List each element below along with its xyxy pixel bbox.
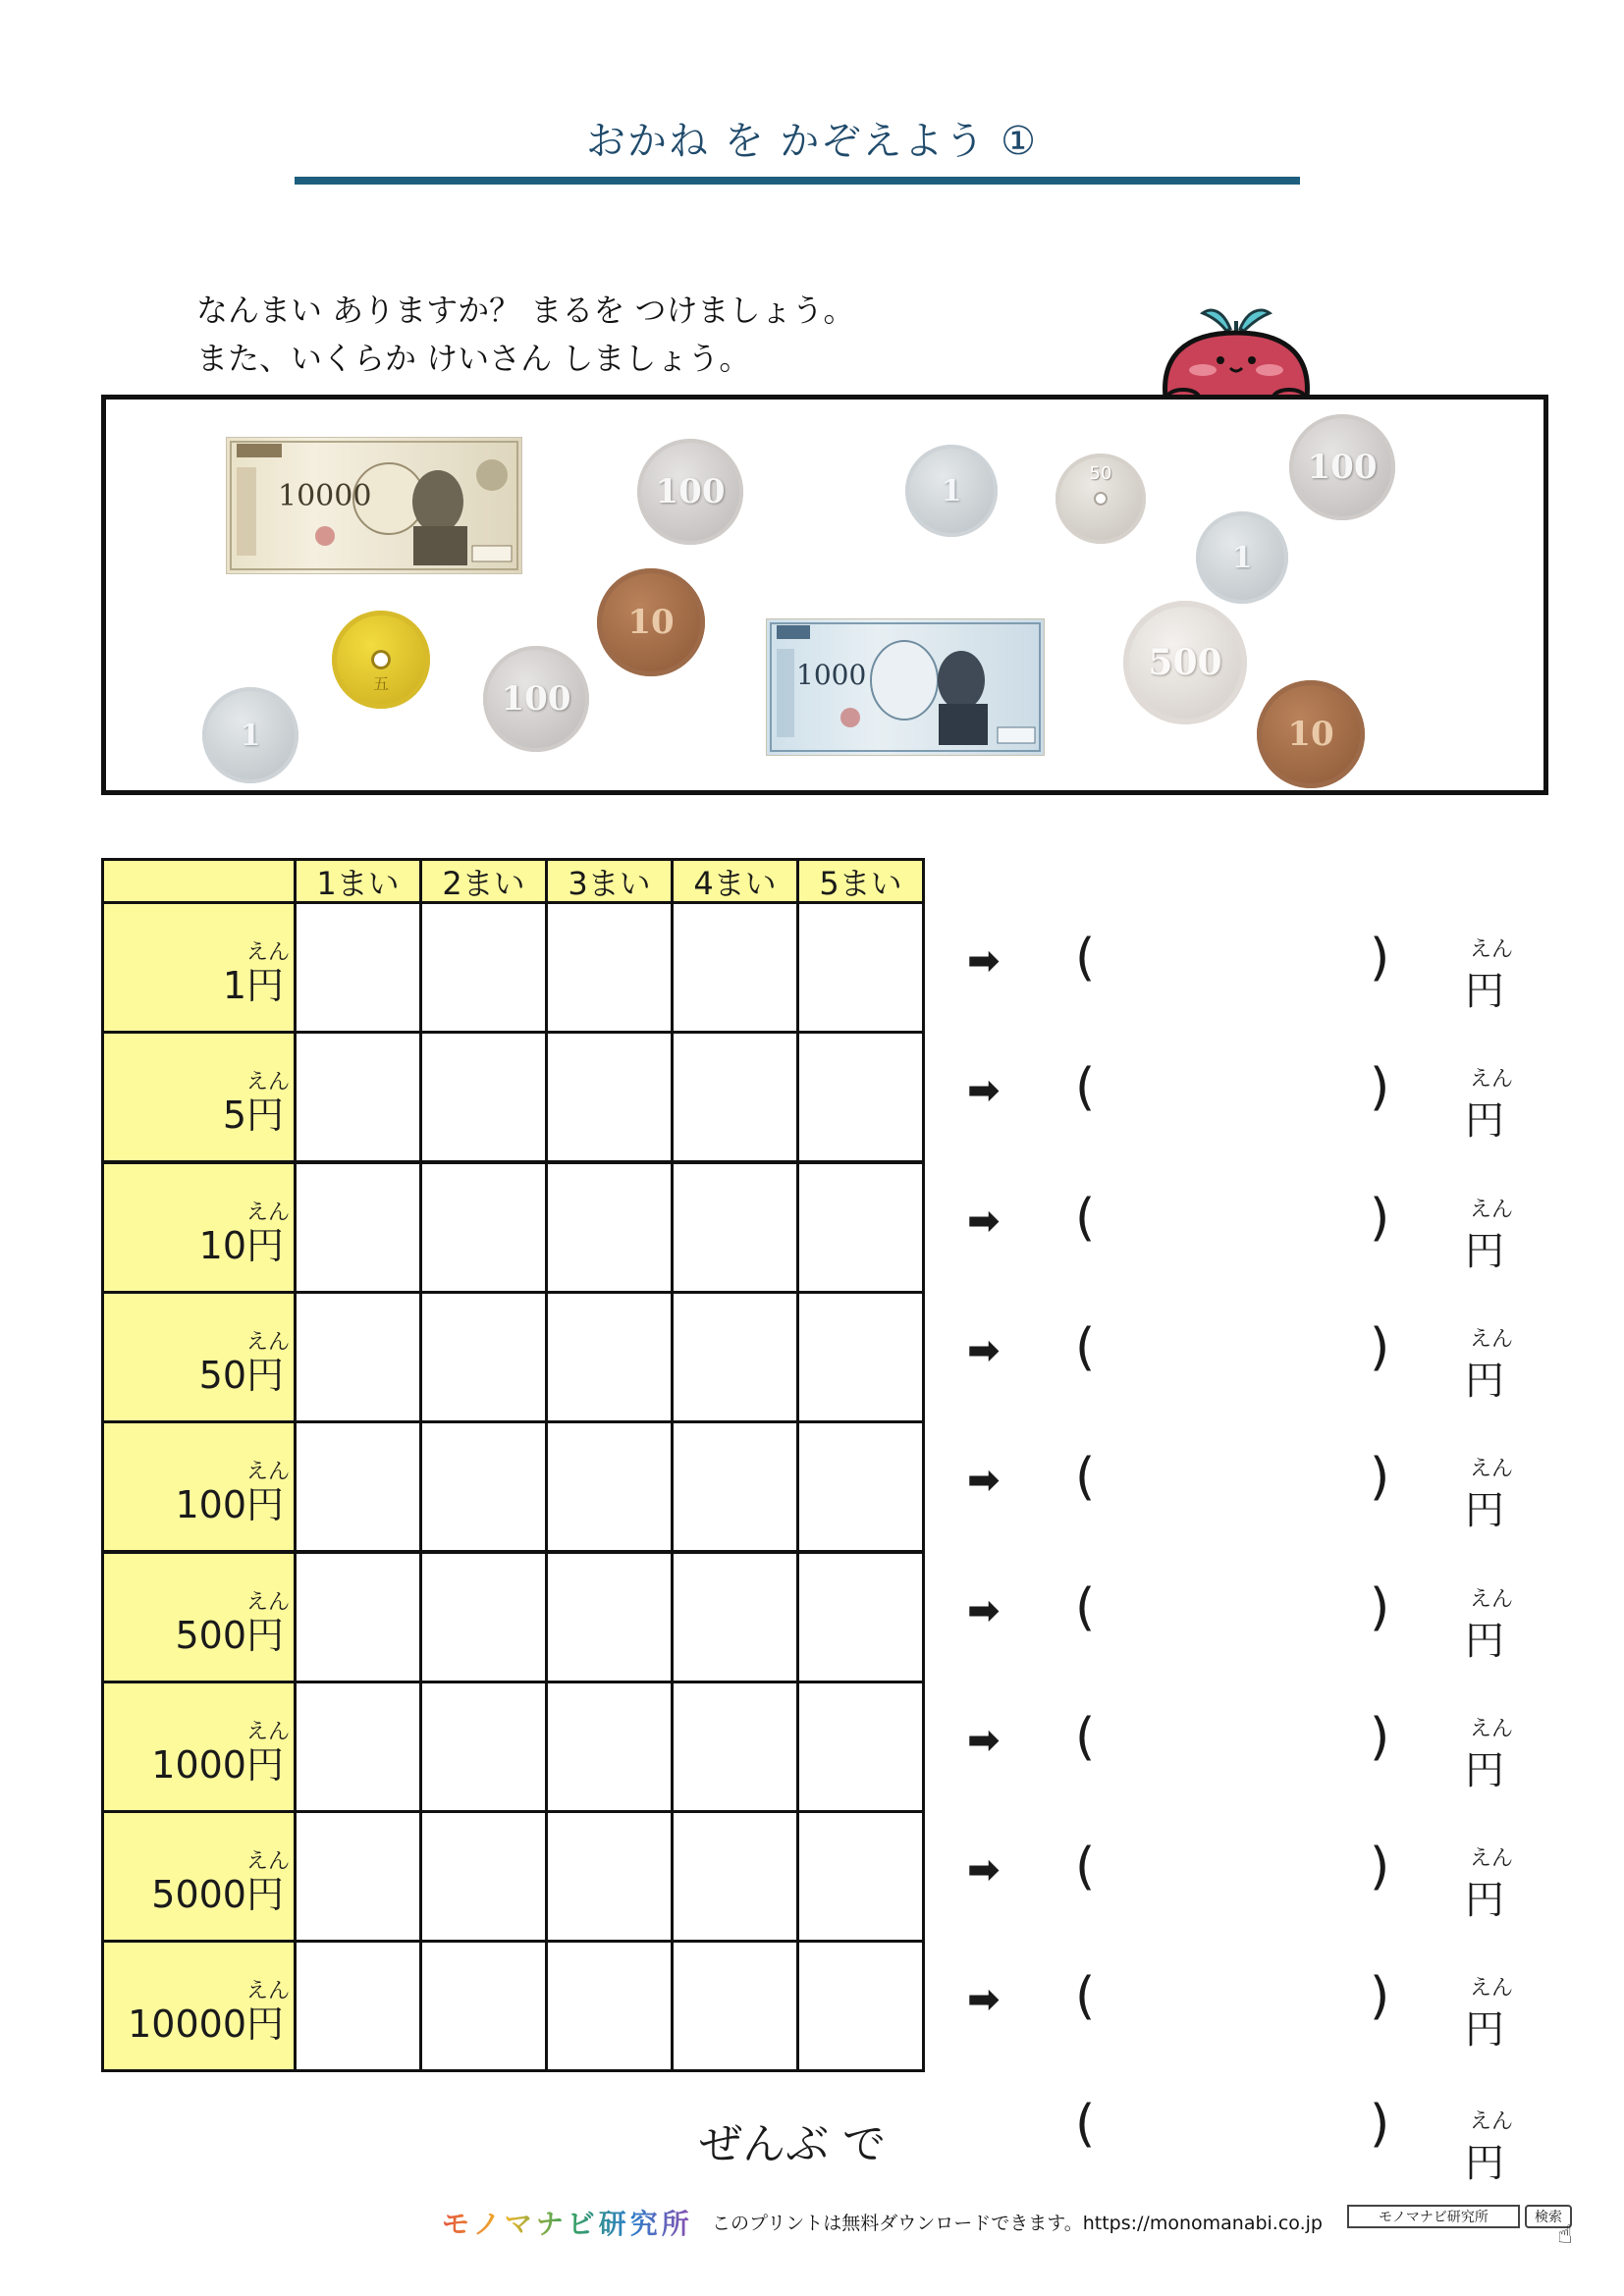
arrow-icon: ➡ (967, 1588, 1001, 1633)
5-yen-coin-icon (332, 611, 430, 709)
answer-close-paren: ) (1370, 1838, 1390, 1896)
cursor-icon: ☝ (1557, 2220, 1573, 2250)
count-cell[interactable] (294, 1810, 422, 1943)
row-label-ruby: えん (245, 1201, 290, 1225)
count-cell[interactable] (671, 1681, 799, 1813)
row-label-amount: 1円 (222, 964, 284, 1007)
count-cell[interactable] (545, 1940, 674, 2072)
coin-hole (1094, 492, 1108, 506)
answer-open-paren: ( (1075, 1967, 1096, 2026)
answer-unit: 円 (1465, 1488, 1504, 1533)
arrow-icon: ➡ (967, 1718, 1001, 1763)
count-cell[interactable] (294, 1420, 422, 1553)
total-unit-ruby: えん (1470, 2109, 1514, 2134)
apple-mascot-icon (1154, 299, 1321, 406)
count-cell[interactable] (671, 1551, 799, 1683)
answer-unit-ruby: えん (1470, 937, 1514, 962)
count-cell[interactable] (419, 1681, 548, 1813)
row-label-amount: 50円 (198, 1354, 284, 1397)
arrow-icon: ➡ (967, 1199, 1001, 1244)
1-yen-coin-icon: 1 (202, 687, 298, 783)
answer-unit-ruby: えん (1470, 1587, 1514, 1612)
row-label-ruby: えん (245, 1979, 290, 2003)
count-cell[interactable] (294, 1551, 422, 1683)
count-cell[interactable] (294, 1940, 422, 2072)
footer-notice: このプリントは無料ダウンロードできます。https://monomanabi.co.jp (712, 2213, 1323, 2234)
count-cell[interactable] (671, 901, 799, 1034)
100-yen-coin-icon: 100 (483, 646, 589, 752)
logo-text: モノマナビ研究所 (442, 2208, 693, 2240)
count-cell[interactable] (545, 1681, 674, 1813)
total-label: ぜんぶ で (699, 2119, 886, 2169)
answer-open-paren: ( (1075, 1448, 1096, 1507)
count-cell[interactable] (419, 1161, 548, 1294)
row-label (101, 1940, 297, 2072)
answer-unit: 円 (1465, 969, 1504, 1014)
count-cell[interactable] (796, 1940, 925, 2072)
row-label (101, 1291, 297, 1423)
count-cell[interactable] (294, 1291, 422, 1423)
1-yen-coin-icon: 1 (905, 445, 998, 537)
500-yen-coin-icon: 500 (1123, 601, 1247, 724)
arrow-icon: ➡ (967, 1977, 1001, 2022)
count-cell[interactable] (671, 1940, 799, 2072)
count-cell[interactable] (796, 1810, 925, 1943)
count-cell[interactable] (796, 901, 925, 1034)
row-label (101, 1810, 297, 1943)
count-cell[interactable] (294, 1031, 422, 1163)
answer-close-paren: ) (1370, 1448, 1390, 1507)
count-cell[interactable] (796, 1161, 925, 1294)
count-cell[interactable] (545, 1420, 674, 1553)
answer-open-paren: ( (1075, 1058, 1096, 1117)
answer-unit: 円 (1465, 1229, 1504, 1274)
count-cell[interactable] (796, 1681, 925, 1813)
answer-close-paren: ) (1370, 1189, 1390, 1248)
total-open-paren: ( (1075, 2095, 1096, 2154)
count-cell[interactable] (419, 901, 548, 1034)
row-label-ruby: えん (245, 1070, 290, 1095)
count-cell[interactable] (796, 1031, 925, 1163)
1000-yen-bill-icon (766, 618, 1045, 756)
10-yen-coin-icon: 10 (597, 568, 705, 676)
row-label-amount: 500円 (175, 1614, 284, 1657)
answer-unit: 円 (1465, 1878, 1504, 1923)
5-coin-value: 五 (372, 674, 389, 693)
row-label (101, 1551, 297, 1683)
table-header-blank (101, 858, 297, 904)
arrow-icon: ➡ (967, 1068, 1001, 1113)
count-cell[interactable] (671, 1031, 799, 1163)
answer-open-paren: ( (1075, 1708, 1096, 1767)
answer-unit-ruby: えん (1470, 1846, 1514, 1871)
50-coin-value: 50 (1089, 463, 1112, 484)
10-yen-coin-icon: 10 (1257, 680, 1365, 788)
count-cell[interactable] (545, 1291, 674, 1423)
answer-unit: 円 (1465, 1098, 1504, 1144)
title-underline (295, 177, 1300, 185)
count-cell[interactable] (419, 1551, 548, 1683)
row-label-ruby: えん (245, 1330, 290, 1355)
count-cell[interactable] (545, 901, 674, 1034)
answer-unit: 円 (1465, 2007, 1504, 2053)
count-cell[interactable] (294, 1681, 422, 1813)
row-label-amount: 10円 (198, 1224, 284, 1267)
answer-unit-ruby: えん (1470, 1067, 1514, 1092)
row-label (101, 1161, 297, 1294)
row-label (101, 1420, 297, 1553)
answer-unit: 円 (1465, 1619, 1504, 1664)
row-label-ruby: えん (245, 1720, 290, 1744)
row-label-amount: 1000円 (151, 1743, 284, 1787)
monomanabi-logo (442, 2203, 693, 2242)
column-header-3: 3まい (545, 858, 674, 904)
answer-close-paren: ) (1370, 1708, 1390, 1767)
count-cell[interactable] (796, 1291, 925, 1423)
count-cell[interactable] (419, 1420, 548, 1553)
arrow-icon: ➡ (967, 1847, 1001, 1893)
count-cell[interactable] (796, 1420, 925, 1553)
count-cell[interactable] (671, 1161, 799, 1294)
answer-unit-ruby: えん (1470, 1327, 1514, 1352)
row-label-amount: 5000円 (151, 1873, 284, 1916)
count-cell[interactable] (545, 1031, 674, 1163)
1-yen-coin-icon: 1 (1196, 511, 1288, 604)
100-yen-coin-icon: 100 (1289, 414, 1395, 520)
arrow-icon: ➡ (967, 1328, 1001, 1373)
row-label-ruby: えん (245, 1849, 290, 1874)
answer-open-paren: ( (1075, 1189, 1096, 1248)
count-cell[interactable] (671, 1291, 799, 1423)
answer-open-paren: ( (1075, 929, 1096, 988)
answer-open-paren: ( (1075, 1578, 1096, 1637)
count-cell[interactable] (545, 1161, 674, 1294)
row-label-amount: 100円 (175, 1483, 284, 1526)
answer-unit-ruby: えん (1470, 1457, 1514, 1481)
column-header-1: 1まい (294, 858, 422, 904)
row-label-ruby: えん (245, 1460, 290, 1484)
count-cell[interactable] (419, 1810, 548, 1943)
instruction-line-1: なんまい ありますか？ まるを つけましょう。 (196, 292, 855, 329)
count-cell[interactable] (419, 1291, 548, 1423)
answer-unit: 円 (1465, 1359, 1504, 1404)
count-cell[interactable] (796, 1551, 925, 1683)
arrow-icon: ➡ (967, 938, 1001, 984)
answer-open-paren: ( (1075, 1838, 1096, 1896)
count-cell[interactable] (545, 1810, 674, 1943)
answer-close-paren: ) (1370, 1318, 1390, 1377)
count-cell[interactable] (419, 1940, 548, 2072)
answer-unit-ruby: えん (1470, 1976, 1514, 2001)
10000-bill-value: 10000 (278, 479, 372, 513)
100-yen-coin-icon: 100 (637, 439, 743, 545)
answer-unit-ruby: えん (1470, 1198, 1514, 1222)
page-title: おかね を かぞえよう ① (585, 119, 1038, 164)
1000-bill-value: 1000 (796, 659, 867, 691)
search-button[interactable]: 検索 (1525, 2205, 1572, 2228)
answer-close-paren: ) (1370, 1058, 1390, 1117)
column-header-2: 2まい (419, 858, 548, 904)
coin-hole (371, 650, 391, 669)
row-label (101, 1681, 297, 1813)
row-label-amount: 10000円 (128, 2002, 284, 2046)
total-unit: 円 (1465, 2141, 1504, 2186)
money-display-box (101, 395, 1548, 795)
row-label (101, 901, 297, 1034)
10000-yen-bill-icon (226, 437, 522, 574)
count-cell[interactable] (671, 1810, 799, 1943)
50-yen-coin-icon (1056, 454, 1146, 544)
row-label (101, 1031, 297, 1163)
count-cell[interactable] (419, 1031, 548, 1163)
answer-close-paren: ) (1370, 1578, 1390, 1637)
row-label-amount: 5円 (222, 1094, 284, 1137)
count-cell[interactable] (294, 901, 422, 1034)
count-cell[interactable] (545, 1551, 674, 1683)
answer-close-paren: ) (1370, 1967, 1390, 2026)
instruction-line-2: また、いくらか けいさん しましょう。 (196, 340, 751, 377)
answer-open-paren: ( (1075, 1318, 1096, 1377)
row-label-ruby: えん (245, 1590, 290, 1615)
column-header-5: 5まい (796, 858, 925, 904)
column-header-4: 4まい (671, 858, 799, 904)
search-input[interactable]: モノマナビ研究所 (1347, 2205, 1520, 2228)
row-label-ruby: えん (245, 940, 290, 965)
total-close-paren: ) (1370, 2095, 1390, 2154)
count-cell[interactable] (671, 1420, 799, 1553)
answer-unit-ruby: えん (1470, 1717, 1514, 1741)
answer-close-paren: ) (1370, 929, 1390, 988)
arrow-icon: ➡ (967, 1458, 1001, 1503)
count-cell[interactable] (294, 1161, 422, 1294)
answer-unit: 円 (1465, 1748, 1504, 1793)
